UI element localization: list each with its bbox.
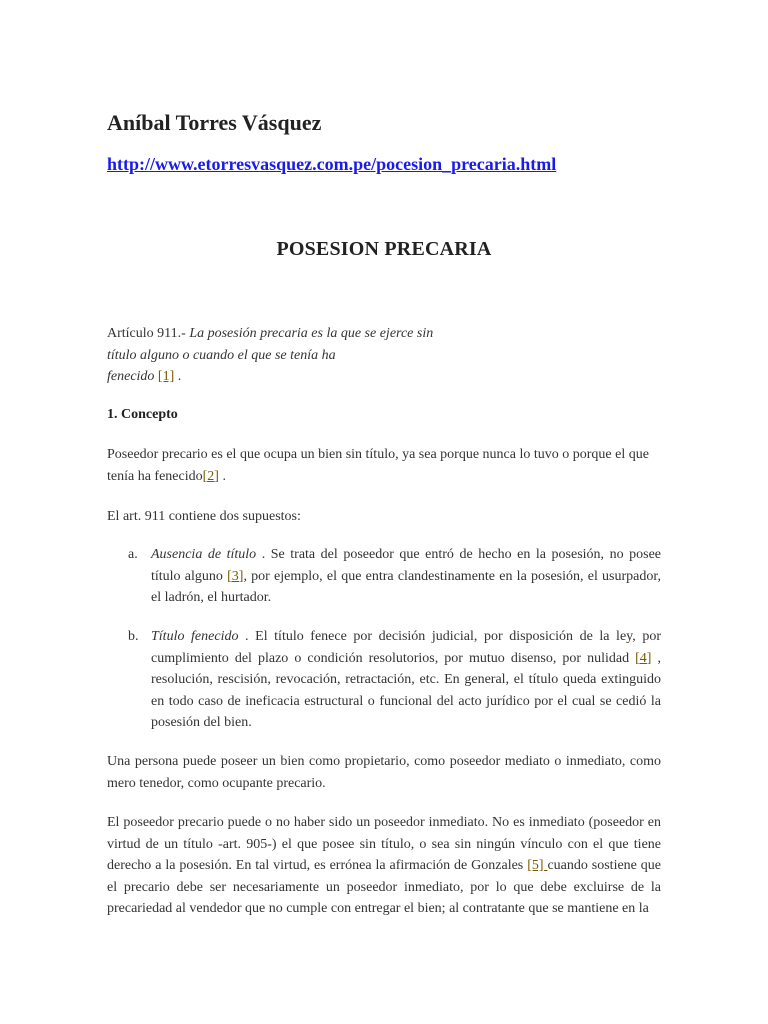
article-italic-line2: título alguno o cuando el que se tenía ha <box>107 347 336 363</box>
source-url-link[interactable]: http://www.etorresvasquez.com.pe/pocesion_precaria.html <box>107 154 557 174</box>
paragraph-persona-puede-poseer: Una persona puede poseer un bien como propietario, como poseedor mediato o inmediato, como mero tenedor, como ocupante precario. <box>107 754 661 791</box>
list-item-a-text1: . Se trata del poseedor que entró de hecho en la posesión, no posee título alguno <box>151 547 662 584</box>
list-marker-b: b. <box>128 629 139 644</box>
footnote-link-2[interactable]: [2] <box>202 468 219 484</box>
footnote-link-3[interactable]: [3] <box>227 568 244 584</box>
paragraph-dos-supuestos: El art. 911 contiene dos supuestos: <box>107 509 301 524</box>
paragraph-poseedor-inmediato <box>107 812 661 920</box>
article-italic-line1: La posesión precaria es la que se ejerce sin <box>189 326 434 341</box>
list-marker-a: a. <box>128 547 138 562</box>
list-item-titulo-fenecido <box>151 626 661 734</box>
article-italic-line3: fenecido <box>107 369 155 384</box>
page-title: POSESION PRECARIA <box>276 238 492 260</box>
footnote-link-5[interactable]: [5] <box>527 858 548 873</box>
author-name: Aníbal Torres Vásquez <box>107 110 322 135</box>
footnote-link-4[interactable]: [4] <box>635 650 652 666</box>
footnote-link-1[interactable]: [1] <box>157 369 175 384</box>
article-lead: Artículo 911.- <box>107 326 190 341</box>
list-item-a-term: Ausencia de título <box>151 547 257 562</box>
list-item-b-term: Título fenecido <box>151 629 239 644</box>
p1-line2: tenía ha fenecido <box>107 468 203 484</box>
p1-after: . <box>218 468 226 484</box>
paragraph-poseedor-precario <box>107 444 661 487</box>
section-heading-concepto: 1. Concepto <box>107 407 178 422</box>
p1-line1: Poseedor precario es el que ocupa un bien sin título, ya sea porque nunca lo tuvo o porque el que <box>107 447 649 462</box>
article-911-paragraph <box>107 323 447 388</box>
list-item-b-text1: . El título fenece por decisión judicial, por disposición de la ley, por cumplimiento del plazo o condición resolutorios, por mutuo disenso, por nulidad <box>151 629 661 666</box>
list-item-b-text2: , resolución, rescisión, revocación, retractación, etc. En general, el título queda extinguido en todo caso de ineficacia estructural o funcional del acto jurídico por el cual se cedió la posesión del bien. <box>151 650 662 730</box>
list-item-ausencia-titulo <box>151 544 661 609</box>
p4-text1: El poseedor precario puede o no haber sido un poseedor inmediato. No es inmediato (poseedor en virtud de un título -art. 905-) el que posee sin título, o sea sin ningún vínculo con el que tiene derecho a la posesión. En tal virtud, es errónea la afirmación de Gonzales <box>107 815 661 873</box>
article-after: . <box>174 369 182 384</box>
p4-text2: cuando sostiene que el precario debe ser necesariamente un poseedor inmediato, por lo que debe excluirse de la precariedad al vendedor que no cumple con entregar el bien; al contratante que se mantiene en la <box>107 858 662 916</box>
list-item-a-text2: , por ejemplo, el que entra clandestinamente en la posesión, el usurpador, el ladrón, el hurtador. <box>151 568 661 605</box>
